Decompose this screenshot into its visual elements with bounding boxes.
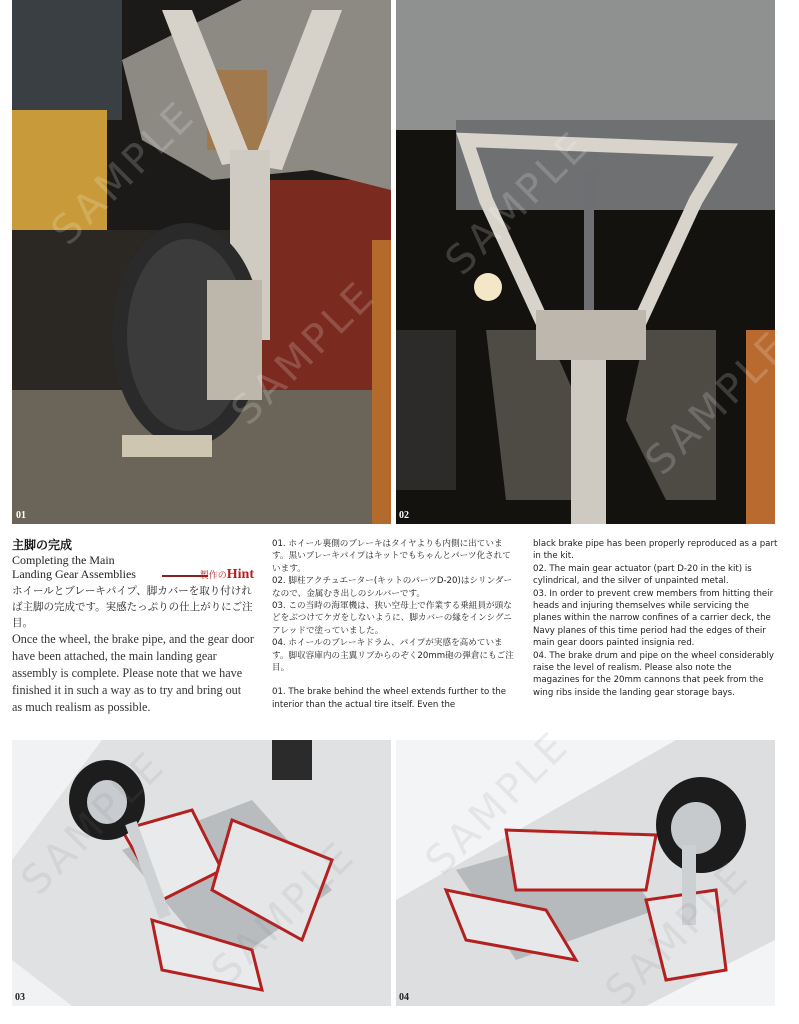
section-title-row bbox=[12, 567, 254, 581]
figure-number: 03 bbox=[15, 992, 25, 1003]
caption-jp-01: 01. ホイール裏側のブレーキはタイヤよりも内側に出ています。黒いブレーキパイプはキットでもちゃんとパーツ化されています。 bbox=[272, 539, 511, 574]
figure-number: 02 bbox=[399, 510, 409, 521]
intro-text-en: Once the wheel, the brake pipe, and the gear door have been attached, the main landing gear assembly is complete. Please note that we have finished it in such a way as to try and bring out as much realism as possible. bbox=[12, 632, 254, 714]
photo-03-image bbox=[12, 740, 391, 1006]
intro-text-jp: ホイールとブレーキパイプ、脚カバーを取り付ければ主脚の完成です。実感たっぷりの仕上がりにご注目。 bbox=[12, 585, 253, 629]
caption-en-01-part2: black brake pipe has been properly reproduced as a part in the kit. bbox=[533, 539, 778, 562]
section-intro bbox=[12, 538, 254, 716]
captions-column-right bbox=[533, 538, 779, 699]
caption-jp-04: 04. ホイールのブレーキドラム、パイプが実感を高めています。脚収容庫内の主翼リブからのぞく20mm砲の弾倉にもご注目。 bbox=[272, 638, 514, 674]
photo-03-model-gear-bay bbox=[12, 740, 391, 1006]
caption-en-02: 02. The main gear actuator (part D-20 in the kit) is cylindrical, and the silver of unpainted metal. bbox=[533, 563, 752, 587]
caption-en-03: 03. In order to prevent crew members from hitting their heads and injuring themselves while servicing the planes within the narrow confines of a carrier deck, the Navy planes of this time period had the edges of their main gear doors painted insignia red. bbox=[533, 588, 774, 649]
photo-04-image bbox=[396, 740, 775, 1006]
caption-jp-02: 02. 脚柱アクチュエーター(キットのパーツD-20)はシリンダーなので、金属むき出しのシルバーです。 bbox=[272, 576, 513, 599]
photo-04-model-gear-wheel bbox=[396, 740, 775, 1006]
photo-01-real-main-gear bbox=[12, 0, 391, 524]
caption-en-04: 04. The brake drum and pipe on the wheel considerably raise the level of realism. Please also note the magazines for the 20mm cannons that peek from the wing ribs inside the landing gear storage bays. bbox=[533, 650, 775, 698]
section-title-en-line2: Landing Gear Assemblies bbox=[12, 567, 136, 581]
caption-en-01-part1: 01. The brake behind the wheel extends further to the interior than the actual tire itself. Even the bbox=[272, 687, 507, 710]
photo-02-real-gear-actuator bbox=[396, 0, 775, 524]
figure-number: 01 bbox=[16, 510, 26, 521]
caption-jp-03: 03. この当時の海軍機は、狭い空母上で作業する乗組員が頭などをぶつけてケガをしないように、脚カバーの縁をインシグニアレッドで塗っていました。 bbox=[272, 601, 512, 636]
section-title-jp: 主脚の完成 bbox=[12, 538, 73, 552]
captions-column-middle bbox=[272, 538, 519, 711]
photo-01-image bbox=[12, 0, 391, 524]
photo-02-image bbox=[396, 0, 775, 524]
figure-number: 04 bbox=[399, 992, 409, 1003]
section-title-en-line1: Completing the Main bbox=[12, 553, 115, 567]
hint-label: 製作のHint bbox=[199, 567, 254, 582]
